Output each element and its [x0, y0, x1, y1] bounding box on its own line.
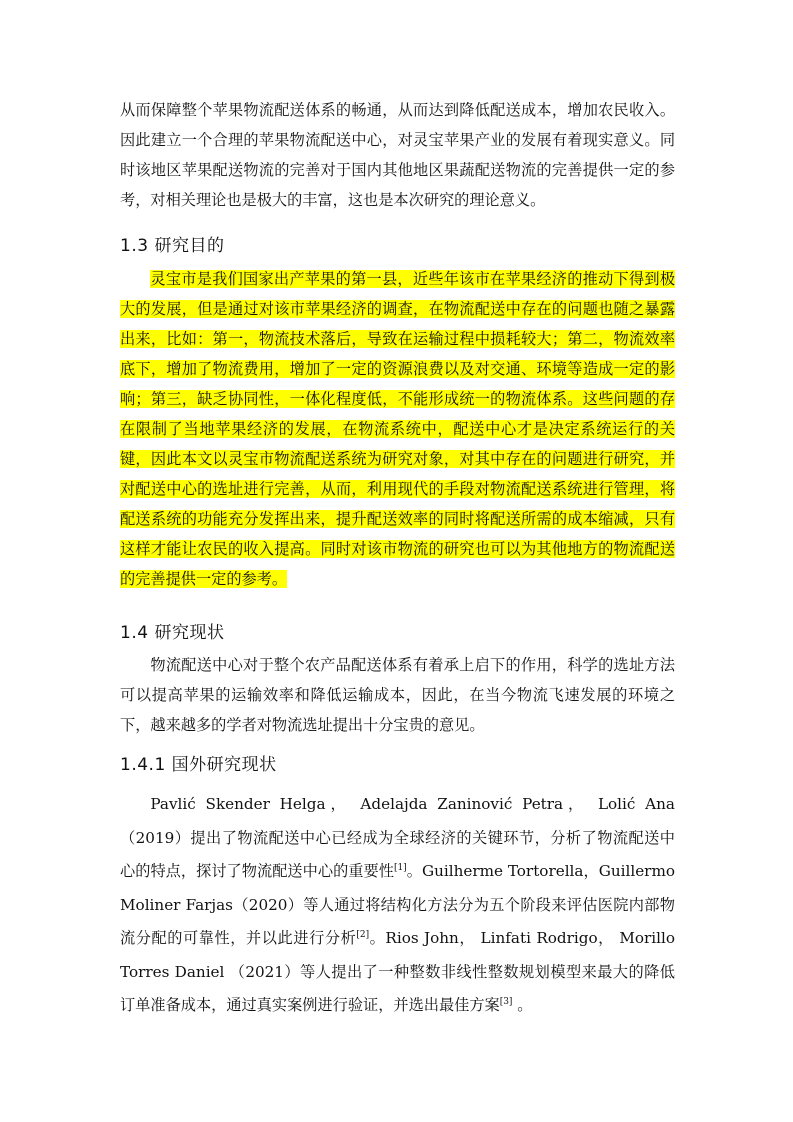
citation-ref-1: [1]: [393, 862, 407, 873]
section-heading-1-3: 1.3 研究目的: [120, 236, 225, 256]
section-heading-1-4: 1.4 研究现状: [120, 623, 225, 643]
research-purpose-paragraph: [120, 264, 675, 594]
foreign-research-text-1: Pavlić Skender Helga， Adelajda Zaninović Petra， Lolić Ana（2019）提出了物流配送中心已经成为全球经济的关键环节，分析了物流配送中心的特点，探讨了物流配送中心的重要性: [120, 795, 675, 880]
research-status-paragraph: 物流配送中心对于整个农产品配送体系有着承上启下的作用，科学的选址方法可以提高苹果的运输效率和降低运输成本，因此，在当今物流飞速发展的环境之下，越来越多的学者对物流选址提出十分宝贵的意见。: [120, 656, 675, 734]
section-heading-1-4-1: 1.4.1 国外研究现状: [120, 755, 277, 775]
foreign-research-paragraph: [120, 788, 675, 1023]
foreign-research-text-3: 。Rios John， Linfati Rodrigo， Morillo Torres Daniel （2021）等人提出了一种整数非线性整数规划模型来最大的降低订单准备成本，通过真实案例进行验证，并选出最佳方案: [120, 929, 675, 1014]
foreign-research-text-4: 。: [512, 996, 533, 1014]
intro-paragraph: 从而保障整个苹果物流配送体系的畅通，从而达到降低配送成本，增加农民收入。因此建立一个合理的苹果物流配送中心，对灵宝苹果产业的发展有着现实意义。同时该地区苹果配送物流的完善对于国内其他地区果蔬配送物流的完善提供一定的参考，对相关理论也是极大的丰富，这也是本次研究的理论意义。: [120, 101, 675, 209]
foreign-research-text-2: 。Guilherme Tortorella，Guillermo Moliner Farjas（2020）等人通过将结构化方法分为五个阶段来评估医院内部物流分配的可靠性，并以此进行分析: [120, 862, 675, 947]
highlighted-text: 灵宝市是我们国家出产苹果的第一县，近些年该市在苹果经济的推动下得到极大的发展，但是通过对该市苹果经济的调查，在物流配送中存在的问题也随之暴露出来，比如：第一，物流技术落后，导致在运输过程中损耗较大；第二，物流效率底下，增加了物流费用，增加了一定的资源浪费以及对交通、环境等造成一定的影响；第三，缺乏协同性，一体化程度低，不能形成统一的物流体系。这些问题的存在限制了当地苹果经济的发展，在物流系统中，配送中心才是决定系统运行的关键，因此本文以灵宝市物流配送系统为研究对象，对其中存在的问题进行研究，并对配送中心的选址进行完善，从而，利用现代的手段对物流配送系统进行管理，将配送系统的功能充分发挥出来，提升配送效率的同时将配送所需的成本缩减，只有这样才能让农民的收入提高。同时对该市物流的研究也可以为其他地方的物流配送的完善提供一定的参考。: [120, 270, 675, 588]
citation-ref-3: [3]: [499, 996, 513, 1007]
citation-ref-2: [2]: [356, 929, 370, 940]
